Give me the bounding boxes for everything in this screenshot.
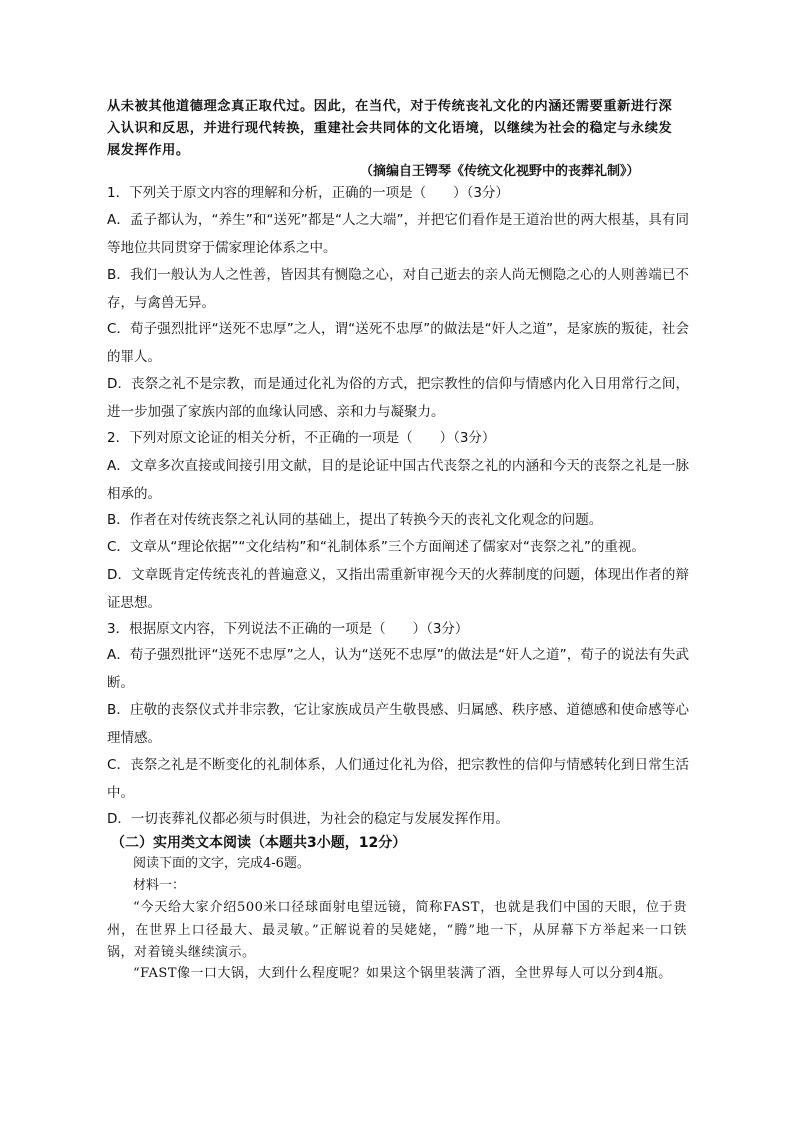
material-paragraph-1: “今天给大家介绍500米口径球面射电望远镜，简称FAST，也就是我们中国的天眼，位于贵州，在世界上口径最大、最灵敏。”正解说着的吴姥姥，“腾”地一下，从屏幕下方举起来一口铁锅，对着镜头继续演示。 [107, 900, 687, 960]
question-3-stem: 3．根据原文内容，下列说法不正确的一项是（ ）（3分） [107, 621, 469, 637]
question-1-option-b: B．我们一般认为人之性善，皆因其有恻隐之心，对自己逝去的亲人尚无恻隐之心的人则善端已不存，与禽兽无异。 [107, 267, 689, 311]
material-paragraph-2: “FAST像一口大锅，大到什么程度呢？如果这个锅里装满了酒，全世界每人可以分到4瓶。 [133, 966, 672, 981]
section-title: （二）实用类文本阅读（本题共3小题，12分） [111, 835, 407, 851]
intro-paragraph: 从未被其他道德理念真正取代过。因此，在当代，对于传统丧礼文化的内涵还需要重新进行深入认识和反思，并进行现代转换，重建社会共同体的文化语境，以继续为社会的稳定与永续发展发挥作用。 [107, 99, 673, 158]
question-3-option-d: D．一切丧葬礼仪都必须与时俱进，为社会的稳定与发展发挥作用。 [107, 811, 509, 827]
question-1-stem: 1．下列关于原文内容的理解和分析，正确的一项是（ ）（3分） [107, 185, 509, 201]
question-2-option-d: D．文章既肯定传统丧礼的普遍意义，又指出需重新审视今天的火葬制度的问题，体现出作者的辩证思想。 [107, 567, 689, 611]
question-3-option-b: B．庄敬的丧祭仪式并非宗教，它让家族成员产生敬畏感、归属感、秩序感、道德感和使命感等心理情感。 [107, 702, 689, 746]
question-2-option-c: C．文章从“理论依据”“文化结构”和“礼制体系”三个方面阐述了儒家对“丧祭之礼”的重视。 [107, 539, 645, 555]
question-1-option-a: A．孟子都认为，“养生”和“送死”都是“人之大端”，并把它们看作是王道治世的两大根基，具有同等地位共同贯穿于儒家理论体系之中。 [107, 212, 689, 256]
reading-instruction: 阅读下面的文字，完成4-6题。 [133, 856, 310, 871]
question-3-option-c: C．丧祭之礼是不断变化的礼制体系，人们通过化礼为俗，把宗教性的信仰与情感转化到日常生活中。 [107, 757, 689, 801]
source-note: （摘编自王锷琴《传统文化视野中的丧葬礼制》） [360, 164, 640, 179]
question-2-stem: 2．下列对原文论证的相关分析，不正确的一项是（ ）（3分） [107, 430, 496, 446]
question-1-option-c: C．荀子强烈批评“送死不忠厚”之人，谓“送死不忠厚”的做法是“奸人之道”，是家族的叛徒，社会的罪人。 [107, 321, 689, 365]
question-2-option-b: B．作者在对传统丧祭之礼认同的基础上，提出了转换今天的丧礼文化观念的问题。 [107, 512, 603, 528]
question-2-option-a: A．文章多次直接或间接引用文献，目的是论证中国古代丧祭之礼的内涵和今天的丧祭之礼是一脉相承的。 [107, 458, 689, 502]
material-label: 材料一： [133, 878, 186, 893]
question-1-option-d: D．丧祭之礼不是宗教，而是通过化礼为俗的方式，把宗教性的信仰与情感内化入日用常行之间，进一步加强了家族内部的血缘认同感、亲和力与凝聚力。 [107, 376, 689, 420]
question-3-option-a: A．荀子强烈批评“送死不忠厚”之人，认为“送死不忠厚”的做法是“奸人之道”，荀子的说法有失武断。 [107, 647, 689, 691]
